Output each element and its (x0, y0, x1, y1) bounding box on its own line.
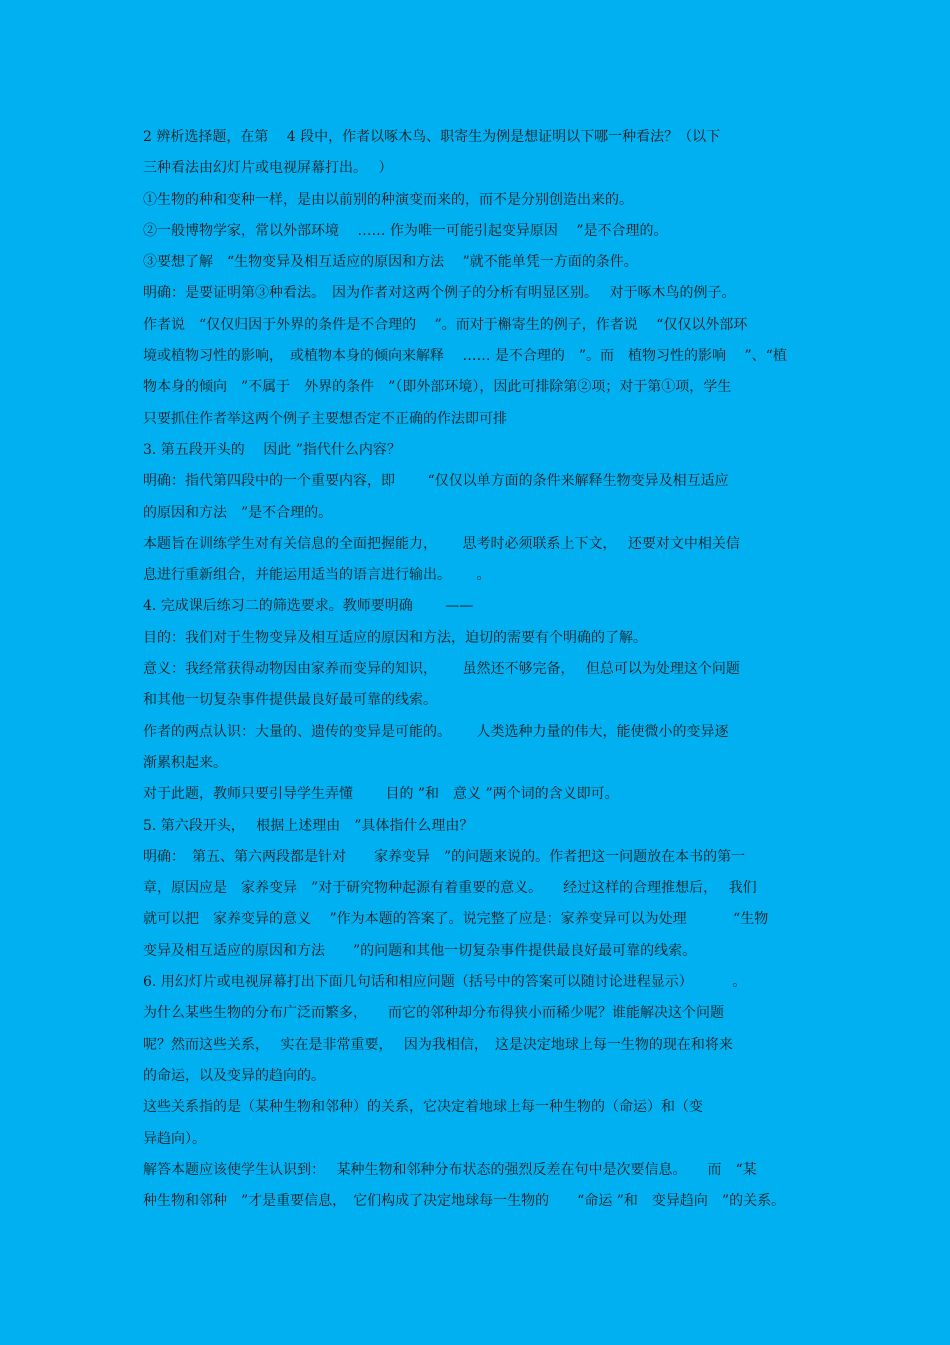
text-line: 2 辨析选择题，在第 4 段中，作者以啄木鸟、职寄生为例是想证明以下哪一种看法？（以下 (143, 129, 721, 145)
text-line: 的命运，以及变异的趋向的。 (143, 1067, 325, 1084)
text-line: 本题旨在训练学生对有关信息的全面把握能力， 思考时必须联系上下文， 还要对文中相关信 (143, 535, 740, 552)
text-line: 作者的两点认识：大量的、遗传的变异是可能的。 人类选种力量的伟大，能使微小的变异逐 (143, 723, 729, 740)
text-line: 作者说 “仅仅归因于外界的条件是不合理的 ”。而对于槲寄生的例子，作者说 “仅仅以外部环 (143, 316, 748, 333)
text-line: 解答本题应该使学生认识到： 某种生物和邻种分布状态的强烈反差在句中是次要信息。 而 “某 (143, 1161, 757, 1178)
text-line: 三种看法由幻灯片或电视屏幕打出。 ） (143, 160, 393, 177)
text-line: 渐累积起来。 (143, 754, 227, 771)
text-line: 这些关系指的是（某种生物和邻种）的关系，它决定着地球上每一种生物的（命运）和（变 (143, 1099, 703, 1116)
text-line: ③要想了解 “生物变异及相互适应的原因和方法 ”就不能单凭一方面的条件。 (143, 254, 638, 271)
text-line: 变异及相互适应的原因和方法 ”的问题和其他一切复杂事件提供最良好最可靠的线索。 (143, 942, 697, 959)
text-line: 为什么某些生物的分布广泛而繁多， 而它的邻种却分布得狭小而稀少呢？谁能解决这个问题 (143, 1005, 724, 1022)
text-line: 异趋向）。 (143, 1130, 206, 1147)
text-line: 和其他一切复杂事件提供最良好最可靠的线索。 (143, 692, 437, 709)
text-line: 意义：我经常获得动物因由家养而变异的知识， 虽然还不够完备， 但总可以为处理这个问题 (143, 661, 740, 678)
text-line: 的原因和方法 ”是不合理的。 (143, 504, 333, 521)
text-line: 只要抓住作者举这两个例子主要想否定不正确的作法即可排 (143, 410, 507, 427)
question-5-heading: 5. 第六段开头， 根据上述理由 ”具体指什么理由？ (143, 817, 474, 834)
question-6-heading: 6. 用幻灯片或电视屏幕打出下面几句话和相应问题（括号中的答案可以随讨论进程显示） 。 (143, 974, 747, 991)
text-line: 明确： 第五、第六两段都是针对 家养变异 ”的问题来说的。作者把这一问题放在本书的第一 (143, 848, 746, 865)
text-line: 目的：我们对于生物变异及相互适应的原因和方法，迫切的需要有个明确的了解。 (143, 629, 647, 646)
text-line: 对于此题，教师只要引导学生弄懂 目的 ”和 意义 ”两个词的含义即可。 (143, 786, 619, 803)
text-line: 息进行重新组合，并能运用适当的语言进行输出。 。 (143, 567, 491, 584)
text-line: 章，原因应是 家养变异 ”对于研究物种起源有着重要的意义。 经过这样的合理推想后， 我们 (143, 880, 757, 897)
text-line: 物本身的倾向 ”不属于 外界的条件 ”（即外部环境），因此可排除第②项；对于第①项，学生 (143, 379, 732, 396)
text-line: 种生物和邻种 ”才是重要信息， 它们构成了决定地球每一生物的 “命运 ”和 变异趋向 ”的关系。 (143, 1193, 786, 1210)
question-4-heading: 4. 完成课后练习二的筛选要求。教师要明确 —— (143, 598, 474, 615)
text-line: 明确：指代第四段中的一个重要内容，即 “仅仅以单方面的条件来解释生物变异及相互适应 (143, 473, 729, 490)
text-line: ①生物的种和变种一样，是由以前别的种演变而来的，而不是分别创造出来的。 (143, 191, 633, 208)
text-line: 就可以把 家养变异的意义 ”作为本题的答案了。说完整了应是：家养变异可以为处理 “生物 (143, 911, 769, 928)
text-line: ②一般博物学家，常以外部环境 …… 作为唯一可能引起变异原因 ”是不合理的。 (143, 222, 668, 239)
question-3-heading: 3. 第五段开头的 因此 ”指代什么内容？ (143, 441, 401, 458)
text-line: 呢？然而这些关系， 实在是非常重要， 因为我相信， 这是决定地球上每一生物的现在和将来 (143, 1036, 733, 1053)
text-line: 境或植物习性的影响， 或植物本身的倾向来解释 …… 是不合理的 ”。而 植物习性的影响 ”、“植 (143, 348, 787, 365)
text-line: 明确：是要证明第③种看法。 因为作者对这两个例子的分析有明显区别。 对于啄木鸟的例子。 (143, 285, 736, 302)
